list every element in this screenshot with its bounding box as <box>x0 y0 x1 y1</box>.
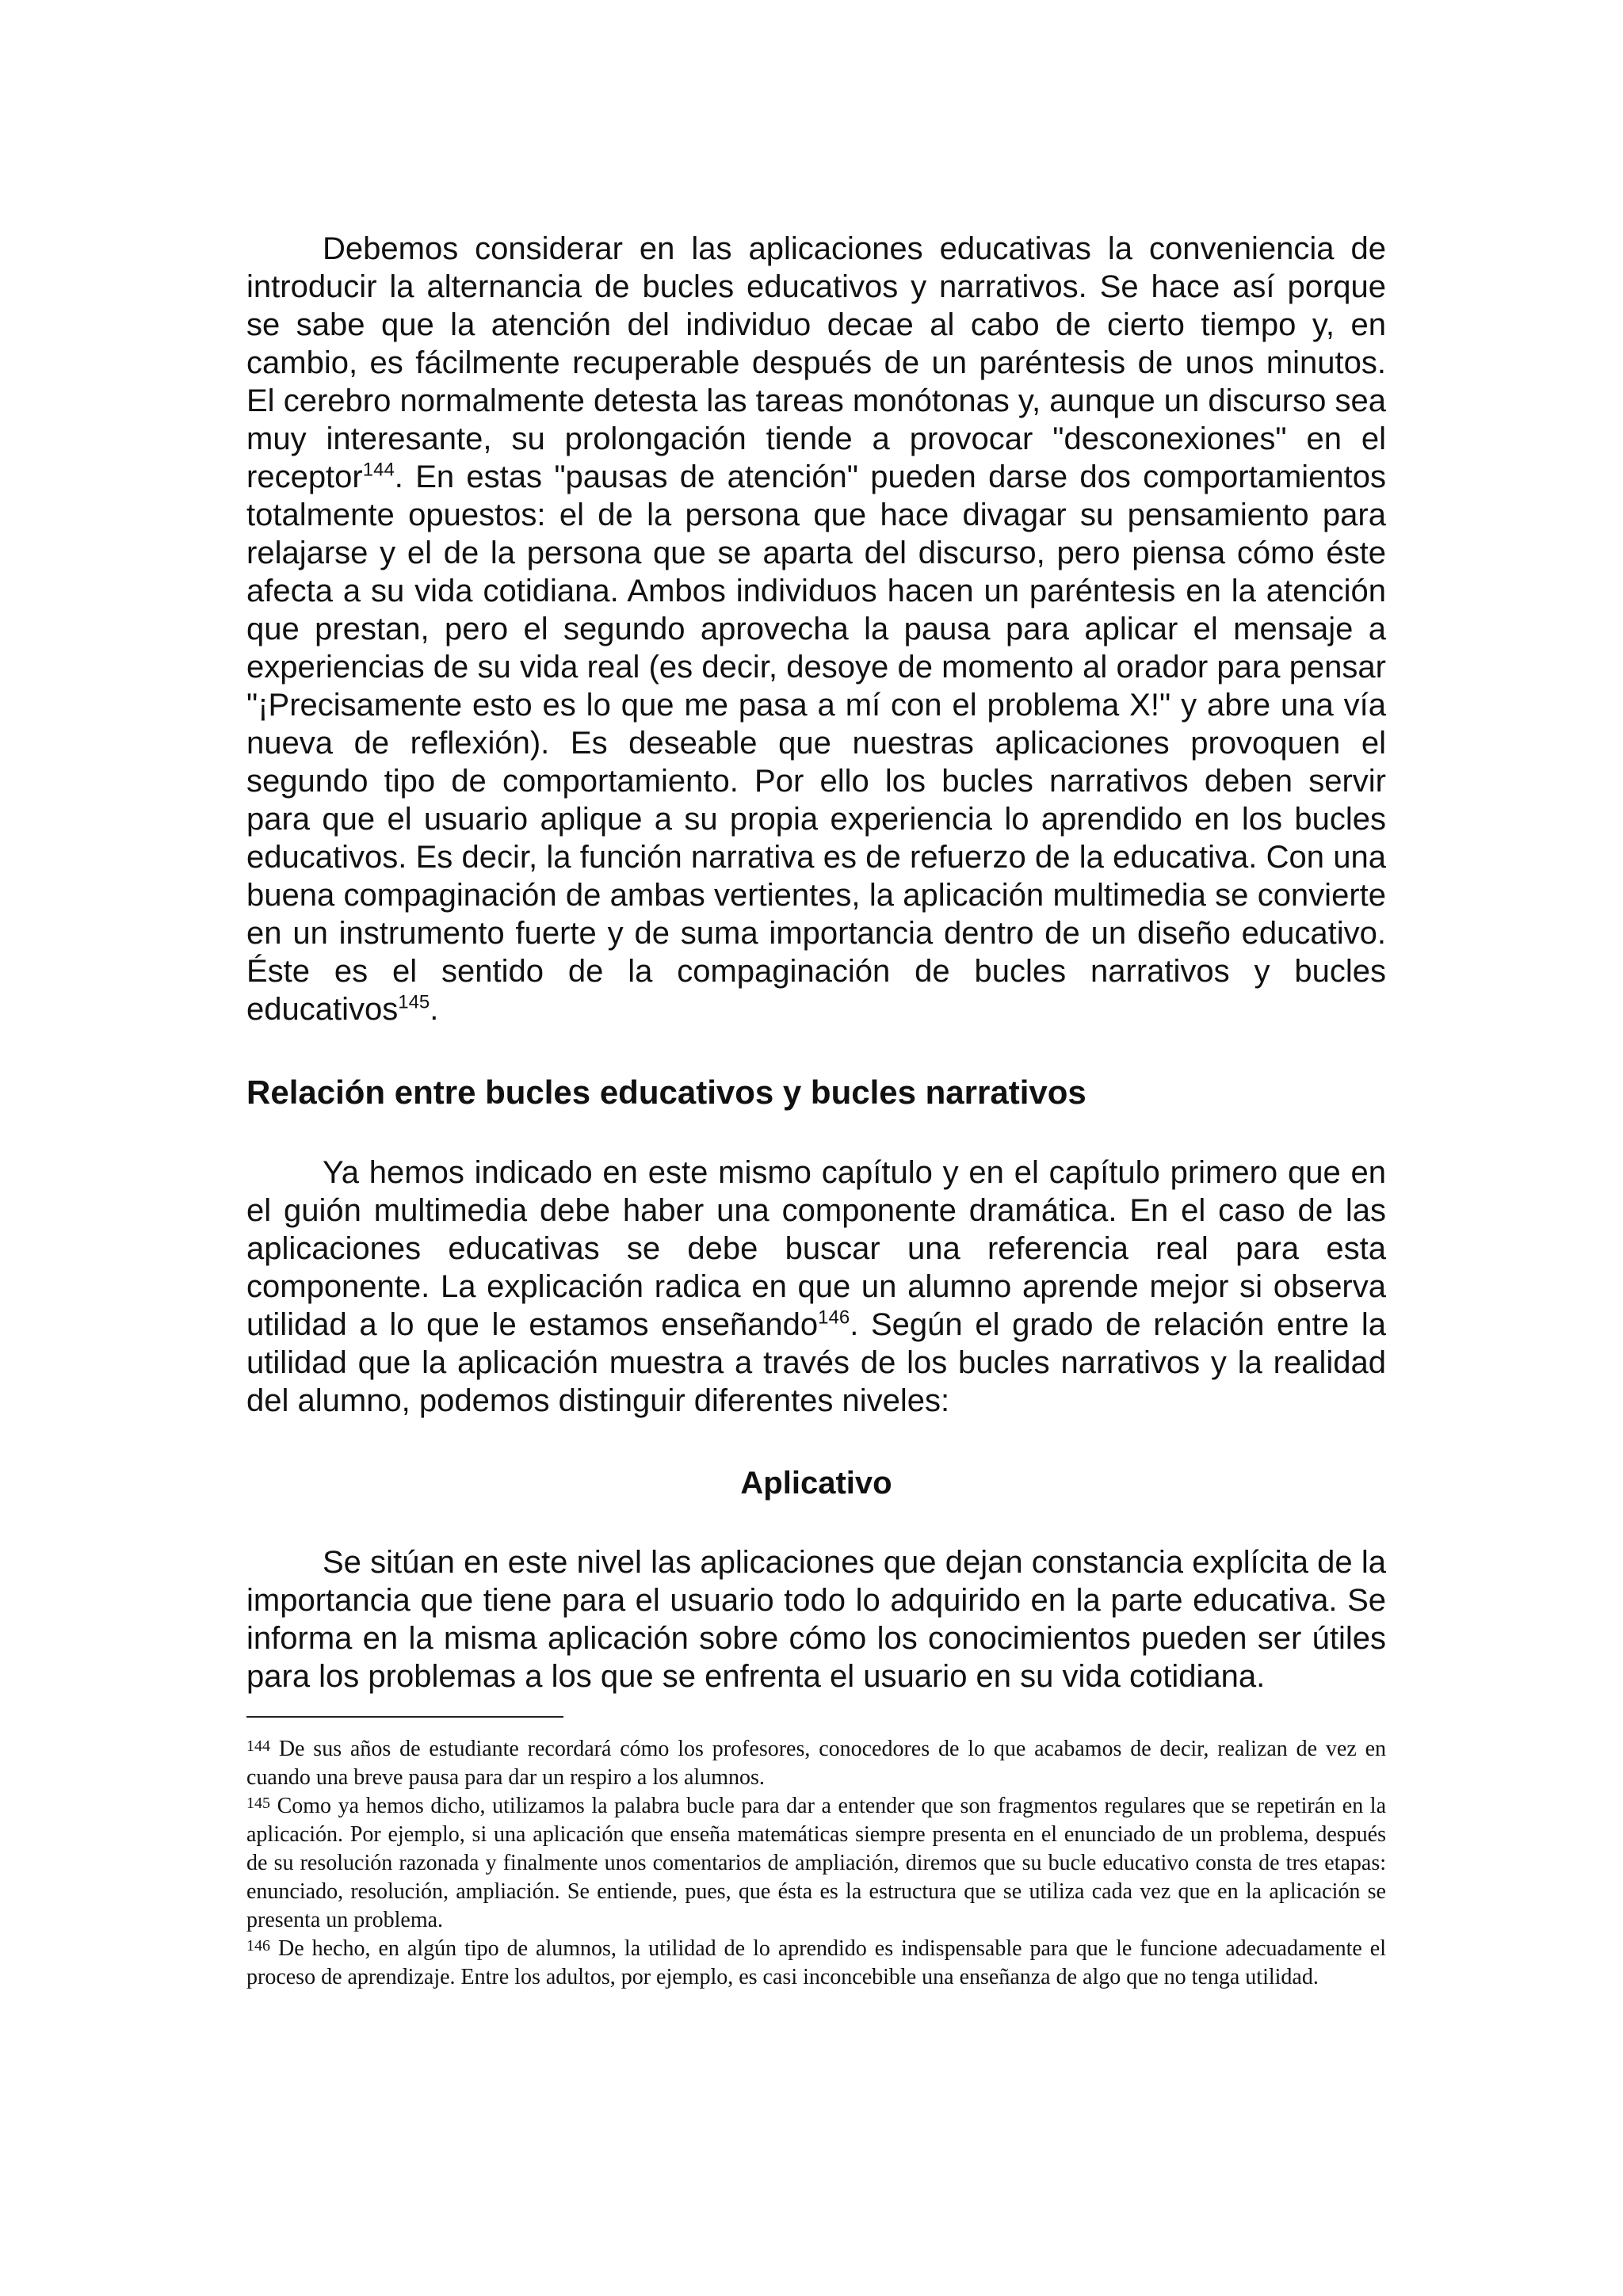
section-heading: Relación entre bucles educativos y bucles narrativos <box>246 1074 1086 1111</box>
paragraph-text: Ya hemos indicado en este mismo capítulo y en el capítulo primero que en el guión multimedia debe haber una componente dramática. En el caso de las aplicaciones educativas se debe buscar una referencia real para esta componente. La explicación radica en que un alumno aprende mejor si observa utilidad a lo que le estamos enseñando <box>246 1155 1386 1342</box>
paragraph-text: Debemos considerar en las aplicaciones educativas la conveniencia de introducir la alternancia de bucles educativos y narrativos. Se hace así porque se sabe que la atención del individuo decae al cabo de cierto tiempo y, en cambio, es fácilmente recuperable después de un paréntesis de unos minutos. El cerebro normalmente detesta las tareas monótonas y, aunque un discurso sea muy interesante, su prolongación tiende a provocar "desconexiones" en el receptor <box>246 231 1386 494</box>
footnote-ref-145[interactable]: 145 <box>398 991 430 1013</box>
footnote-number: 146 <box>246 1937 270 1955</box>
paragraph-text: . En estas "pausas de atención" pueden darse dos comportamientos totalmente opuestos: el de la persona que hace divagar su pensamiento para relajarse y el de la persona que se aparta del discurso, pero piensa cómo éste afecta a su vida cotidiana. Ambos individuos hacen un paréntesis en la atención que prestan, pero el segundo aprovecha la pausa para aplicar el mensaje a experiencias de su vida real (es decir, desoye de momento al orador para pensar "¡Precisamente esto es lo que me pasa a mí con el problema X!" y abre una vía nueva de reflexión). Es deseable que nuestras aplicaciones provoquen el segundo tipo de comportamiento. Por ello los bucles narrativos deben servir para que el usuario aplique a su propia experiencia lo aprendido en los bucles educativos. Es decir, la función narrativa es de refuerzo de la educativa. Con una buena compaginación de ambas vertientes, la aplicación multimedia se convierte en un instrumento fuerte y de suma importancia dentro de un diseño educativo. Éste es el sentido de la compaginación de bucles narrativos y bucles educativos <box>246 460 1386 1027</box>
paragraph-relation <box>246 1154 1386 1420</box>
paragraph-text: . Según el grado de relación entre la utilidad que la aplicación muestra a través de los bucles narrativos y la realidad del alumno, podemos distinguir diferentes niveles: <box>246 1307 1386 1418</box>
paragraph-text: . <box>430 992 439 1027</box>
footnote-ref-146[interactable]: 146 <box>818 1306 850 1329</box>
footnote-number: 145 <box>246 1794 270 1812</box>
footnote-145 <box>246 1792 1386 1935</box>
footnote-separator <box>246 1716 563 1718</box>
footnotes <box>246 1735 1386 1992</box>
footnote-146 <box>246 1935 1386 1992</box>
subsection-heading: Aplicativo <box>740 1466 892 1501</box>
footnote-text: De sus años de estudiante recordará cómo los profesores, conocedores de lo que acabamos de decir, realizan de vez en cuando una breve pausa para dar un respiro a los alumnos. <box>246 1737 1386 1790</box>
footnote-144 <box>246 1735 1386 1792</box>
footnote-text: Como ya hemos dicho, utilizamos la palabra bucle para dar a entender que son fragmentos regulares que se repetirán en la aplicación. Por ejemplo, si una aplicación que enseña matemáticas siempre presenta en el enunciado de un problema, después de su resolución razonada y finalmente unos comentarios de ampliación, diremos que su bucle educativo consta de tres etapas: enunciado, resolución, ampliación. Se entiende, pues, que ésta es la estructura que se utiliza cada vez que en la aplicación se presenta un problema. <box>246 1794 1386 1932</box>
footnote-ref-144[interactable]: 144 <box>362 459 395 481</box>
document-page <box>246 230 1386 1992</box>
paragraph-intro <box>246 230 1386 1028</box>
footnote-number: 144 <box>246 1737 270 1755</box>
paragraph-aplicativo: Se sitúan en este nivel las aplicaciones que dejan constancia explícita de la importancia que tiene para el usuario todo lo adquirido en la parte educativa. Se informa en la misma aplicación sobre cómo los conocimientos pueden ser útiles para los problemas a los que se enfrenta el usuario en su vida cotidiana. <box>246 1545 1386 1694</box>
footnote-text: De hecho, en algún tipo de alumnos, la utilidad de lo aprendido es indispensable para que le funcione adecuadamente el proceso de aprendizaje. Entre los adultos, por ejemplo, es casi inconcebible una enseñanza de algo que no tenga utilidad. <box>246 1936 1386 1989</box>
